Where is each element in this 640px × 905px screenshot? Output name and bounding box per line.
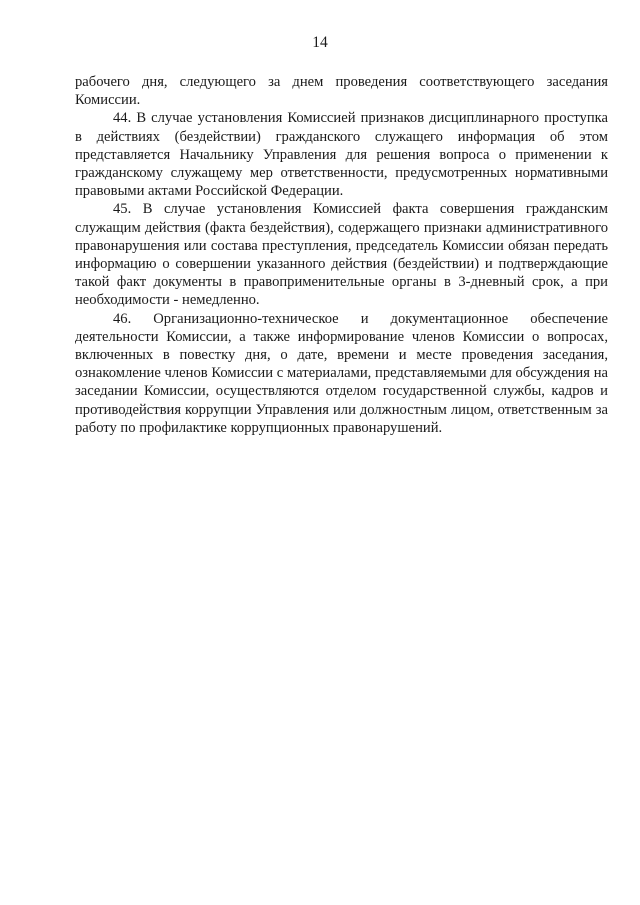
document-body [75,73,608,437]
page-number: 14 [312,34,328,51]
paragraph-44: 44. В случае установления Комиссией признаков дисциплинарного проступка в действиях (бездействии) гражданского служащего информация об этом представляется Начальнику Управления для решения вопроса о применении к гражданскому служащему мер ответственности, предусмотренных нормативными правовыми актами Российской Федерации. [75,110,608,200]
paragraph-45: 45. В случае установления Комиссией факта совершения гражданским служащим действия (факта бездействия), содержащего признаки административного правонарушения или состава преступления, председатель Комиссии обязан передать информацию о совершении указанного действия (бездействии) и подтверждающие такой факт документы в правоприменительные органы в 3-дневный срок, а при необходимости - немедленно. [75,201,608,309]
paragraph-continuation: рабочего дня, следующего за днем проведения соответствующего заседания Комиссии. [75,74,608,109]
paragraph-46: 46. Организационно-техническое и документационное обеспечение деятельности Комиссии, а также информирование членов Комиссии о вопросах, включенных в повестку дня, о дате, времени и месте проведения заседания, ознакомление членов Комиссии с материалами, представляемыми для обсуждения на заседании Комиссии, осуществляются отделом государственной службы, кадров и противодействия коррупции Управления или должностным лицом, ответственным за работу по профилактике коррупционных правонарушений. [75,310,608,436]
